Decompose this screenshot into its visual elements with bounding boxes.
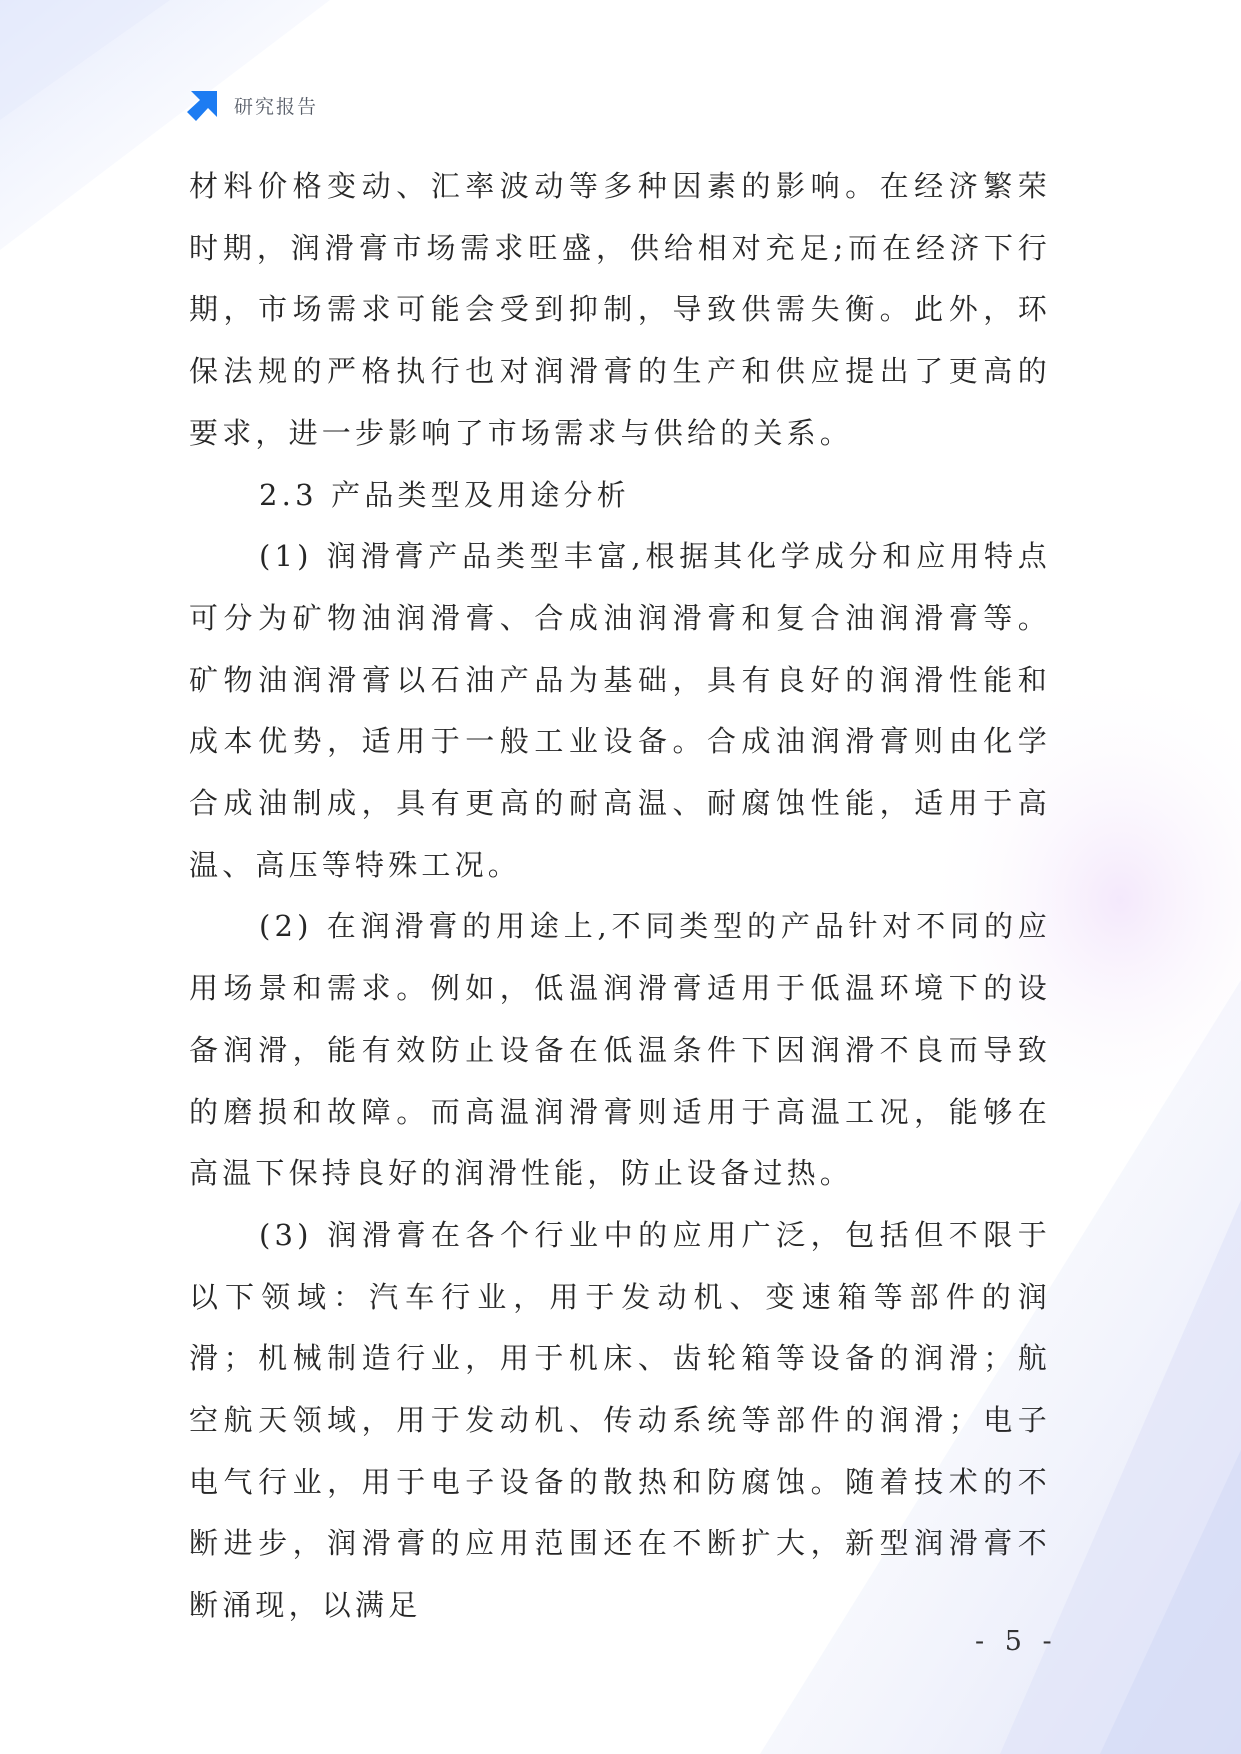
paragraph-continuation: 材料价格变动、汇率波动等多种因素的影响。在经济繁荣时期，润滑膏市场需求旺盛，供给相对充足;而在经济下行期，市场需求可能会受到抑制，导致供需失衡。此外，环保法规的严格执行也对润滑膏的生产和供应提出了更高的要求，进一步影响了市场需求与供给的关系。: [189, 169, 1051, 450]
report-header: [186, 88, 318, 122]
document-body: [189, 156, 1051, 1637]
page-number: - 5 -: [975, 1626, 1058, 1657]
arrow-up-right-logo-icon: [186, 88, 220, 122]
section-heading: 2.3 产品类型及用途分析: [259, 477, 630, 512]
paragraph-applications: (2) 在润滑膏的用途上,不同类型的产品针对不同的应用场景和需求。例如，低温润滑膏适用于低温环境下的设备润滑，能有效防止设备在低温条件下因润滑不良而导致的磨损和故障。而高温润滑膏则适用于高温工况，能够在高温下保持良好的润滑性能，防止设备过热。: [189, 909, 1051, 1191]
paragraph-product-types: (1) 润滑膏产品类型丰富,根据其化学成分和应用特点可分为矿物油润滑膏、合成油润滑膏和复合油润滑膏等。矿物油润滑膏以石油产品为基础，具有良好的润滑性能和成本优势，适用于一般工业设备。合成油润滑膏则由化学合成油制成，具有更高的耐高温、耐腐蚀性能，适用于高温、高压等特殊工况。: [189, 539, 1051, 882]
paragraph-industries: (3) 润滑膏在各个行业中的应用广泛，包括但不限于以下领域：汽车行业，用于发动机、变速箱等部件的润滑；机械制造行业，用于机床、齿轮箱等设备的润滑；航空航天领域，用于发动机、传动系统等部件的润滑；电子电气行业，用于电子设备的散热和防腐蚀。随着技术的不断进步，润滑膏的应用范围还在不断扩大，新型润滑膏不断涌现，以满足: [189, 1217, 1051, 1623]
report-label: 研究报告: [234, 95, 319, 118]
